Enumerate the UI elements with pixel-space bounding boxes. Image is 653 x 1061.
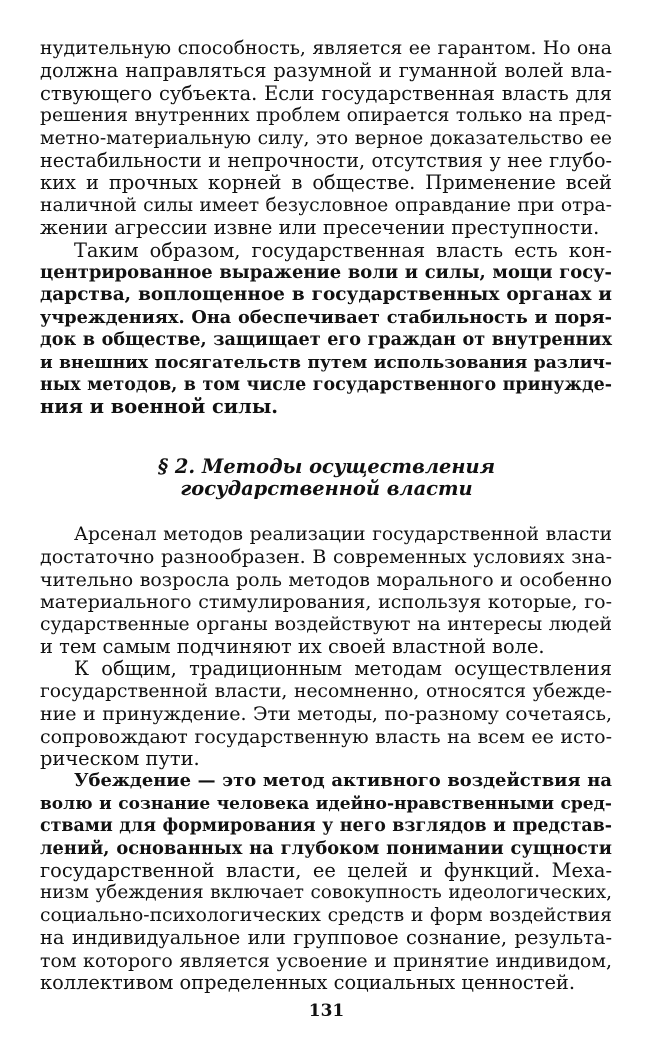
- text-line: учреждениях. Она обеспечивает стабильность и поря-: [40, 306, 612, 328]
- section-heading-line: § 2. Методы осуществления: [157, 455, 496, 478]
- text-line: коллективом определенных социальных ценностей.: [40, 970, 576, 994]
- text-line: на индивидуальное или групповое сознание, результа-: [40, 926, 612, 950]
- text-line: ния и военной силы.: [40, 395, 279, 419]
- section-heading-line: государственной власти: [180, 477, 473, 501]
- text-line: сопровождают государственную власть на всем ее исто-: [40, 725, 612, 748]
- text-line: наличной силы имеет безусловное оправдание при отра-: [40, 194, 612, 216]
- text-line: дарства, воплощенное в государственных органах и: [40, 284, 612, 306]
- text-line: ких и прочных корней в обществе. Применение всей: [40, 171, 612, 195]
- text-line: чительно возросла роль методов морального и особенно: [40, 568, 612, 591]
- text-line: ние и принуждение. Эти методы, по-разному сочетаясь,: [40, 703, 612, 726]
- text-line: и внешних посягательств путем использования различ-: [40, 352, 612, 373]
- page-number: 131: [308, 1001, 345, 1021]
- text-line: метно-материальную силу, это верное доказательство ее: [40, 127, 612, 149]
- paragraph-definition: [40, 240, 612, 419]
- text-line: Арсенал методов реализации государственной власти: [74, 524, 612, 545]
- text-line: материального стимулирования, используя которые, го-: [40, 591, 612, 614]
- text-line: ных методов, в том числе государственного принужде-: [40, 374, 612, 395]
- text-line: сударственные органы воздействуют на интересы людей: [40, 613, 612, 635]
- paragraph-persuasion: [40, 770, 612, 994]
- text-line: нестабильности и непрочности, отсутствия у нее глубо-: [40, 148, 612, 172]
- text-line: низм убеждения включает совокупность идеологических,: [40, 882, 612, 904]
- text-line: рическом пути.: [40, 746, 200, 770]
- text-line: государственной власти, несомненно, относятся убежде-: [40, 680, 612, 702]
- text-line: жении агрессии извне или пресечении преступности.: [40, 216, 600, 240]
- text-line: Убеждение — это метод активного воздействия на: [74, 770, 612, 792]
- text-line: государственной власти, ее целей и функций. Меха-: [40, 858, 612, 882]
- text-line: том которого является усвоение и принятие индивидом,: [40, 949, 612, 972]
- text-line: достаточно разнообразен. В современных условиях зна-: [40, 546, 612, 569]
- text-line: лений, основанных на глубоком понимании сущности: [40, 837, 612, 859]
- text-line: ствами для формирования у него взглядов и представ-: [40, 816, 612, 837]
- text-line: нудительную способность, является ее гарантом. Но она: [40, 38, 612, 59]
- text-line: Таким образом, государственная власть есть кон-: [74, 238, 612, 262]
- paragraph-general-methods: [40, 658, 612, 770]
- text-line: должна направляться разумной и гуманной волей вла-: [40, 59, 612, 83]
- text-line: волю и сознание человека идейно-нравственными сред-: [40, 793, 612, 814]
- text-line: центрированное выражение воли и силы, мощи госу-: [40, 261, 612, 283]
- text-line: ствующего субъекта. Если государственная власть для: [40, 81, 612, 105]
- text-line: решения внутренних проблем опирается только на пред-: [40, 105, 612, 127]
- text-line: и тем самым подчиняют их своей властной воле.: [40, 634, 545, 658]
- section-heading: [0, 456, 653, 501]
- paragraph-arsenal: [40, 524, 612, 658]
- text-line: социально-психологических средств и форм воздействия: [40, 904, 612, 926]
- text-line: К общим, традиционным методам осуществления: [74, 657, 612, 681]
- text-line: док в обществе, защищает его граждан от внутренних: [40, 329, 612, 351]
- paragraph-continuation: [40, 38, 612, 240]
